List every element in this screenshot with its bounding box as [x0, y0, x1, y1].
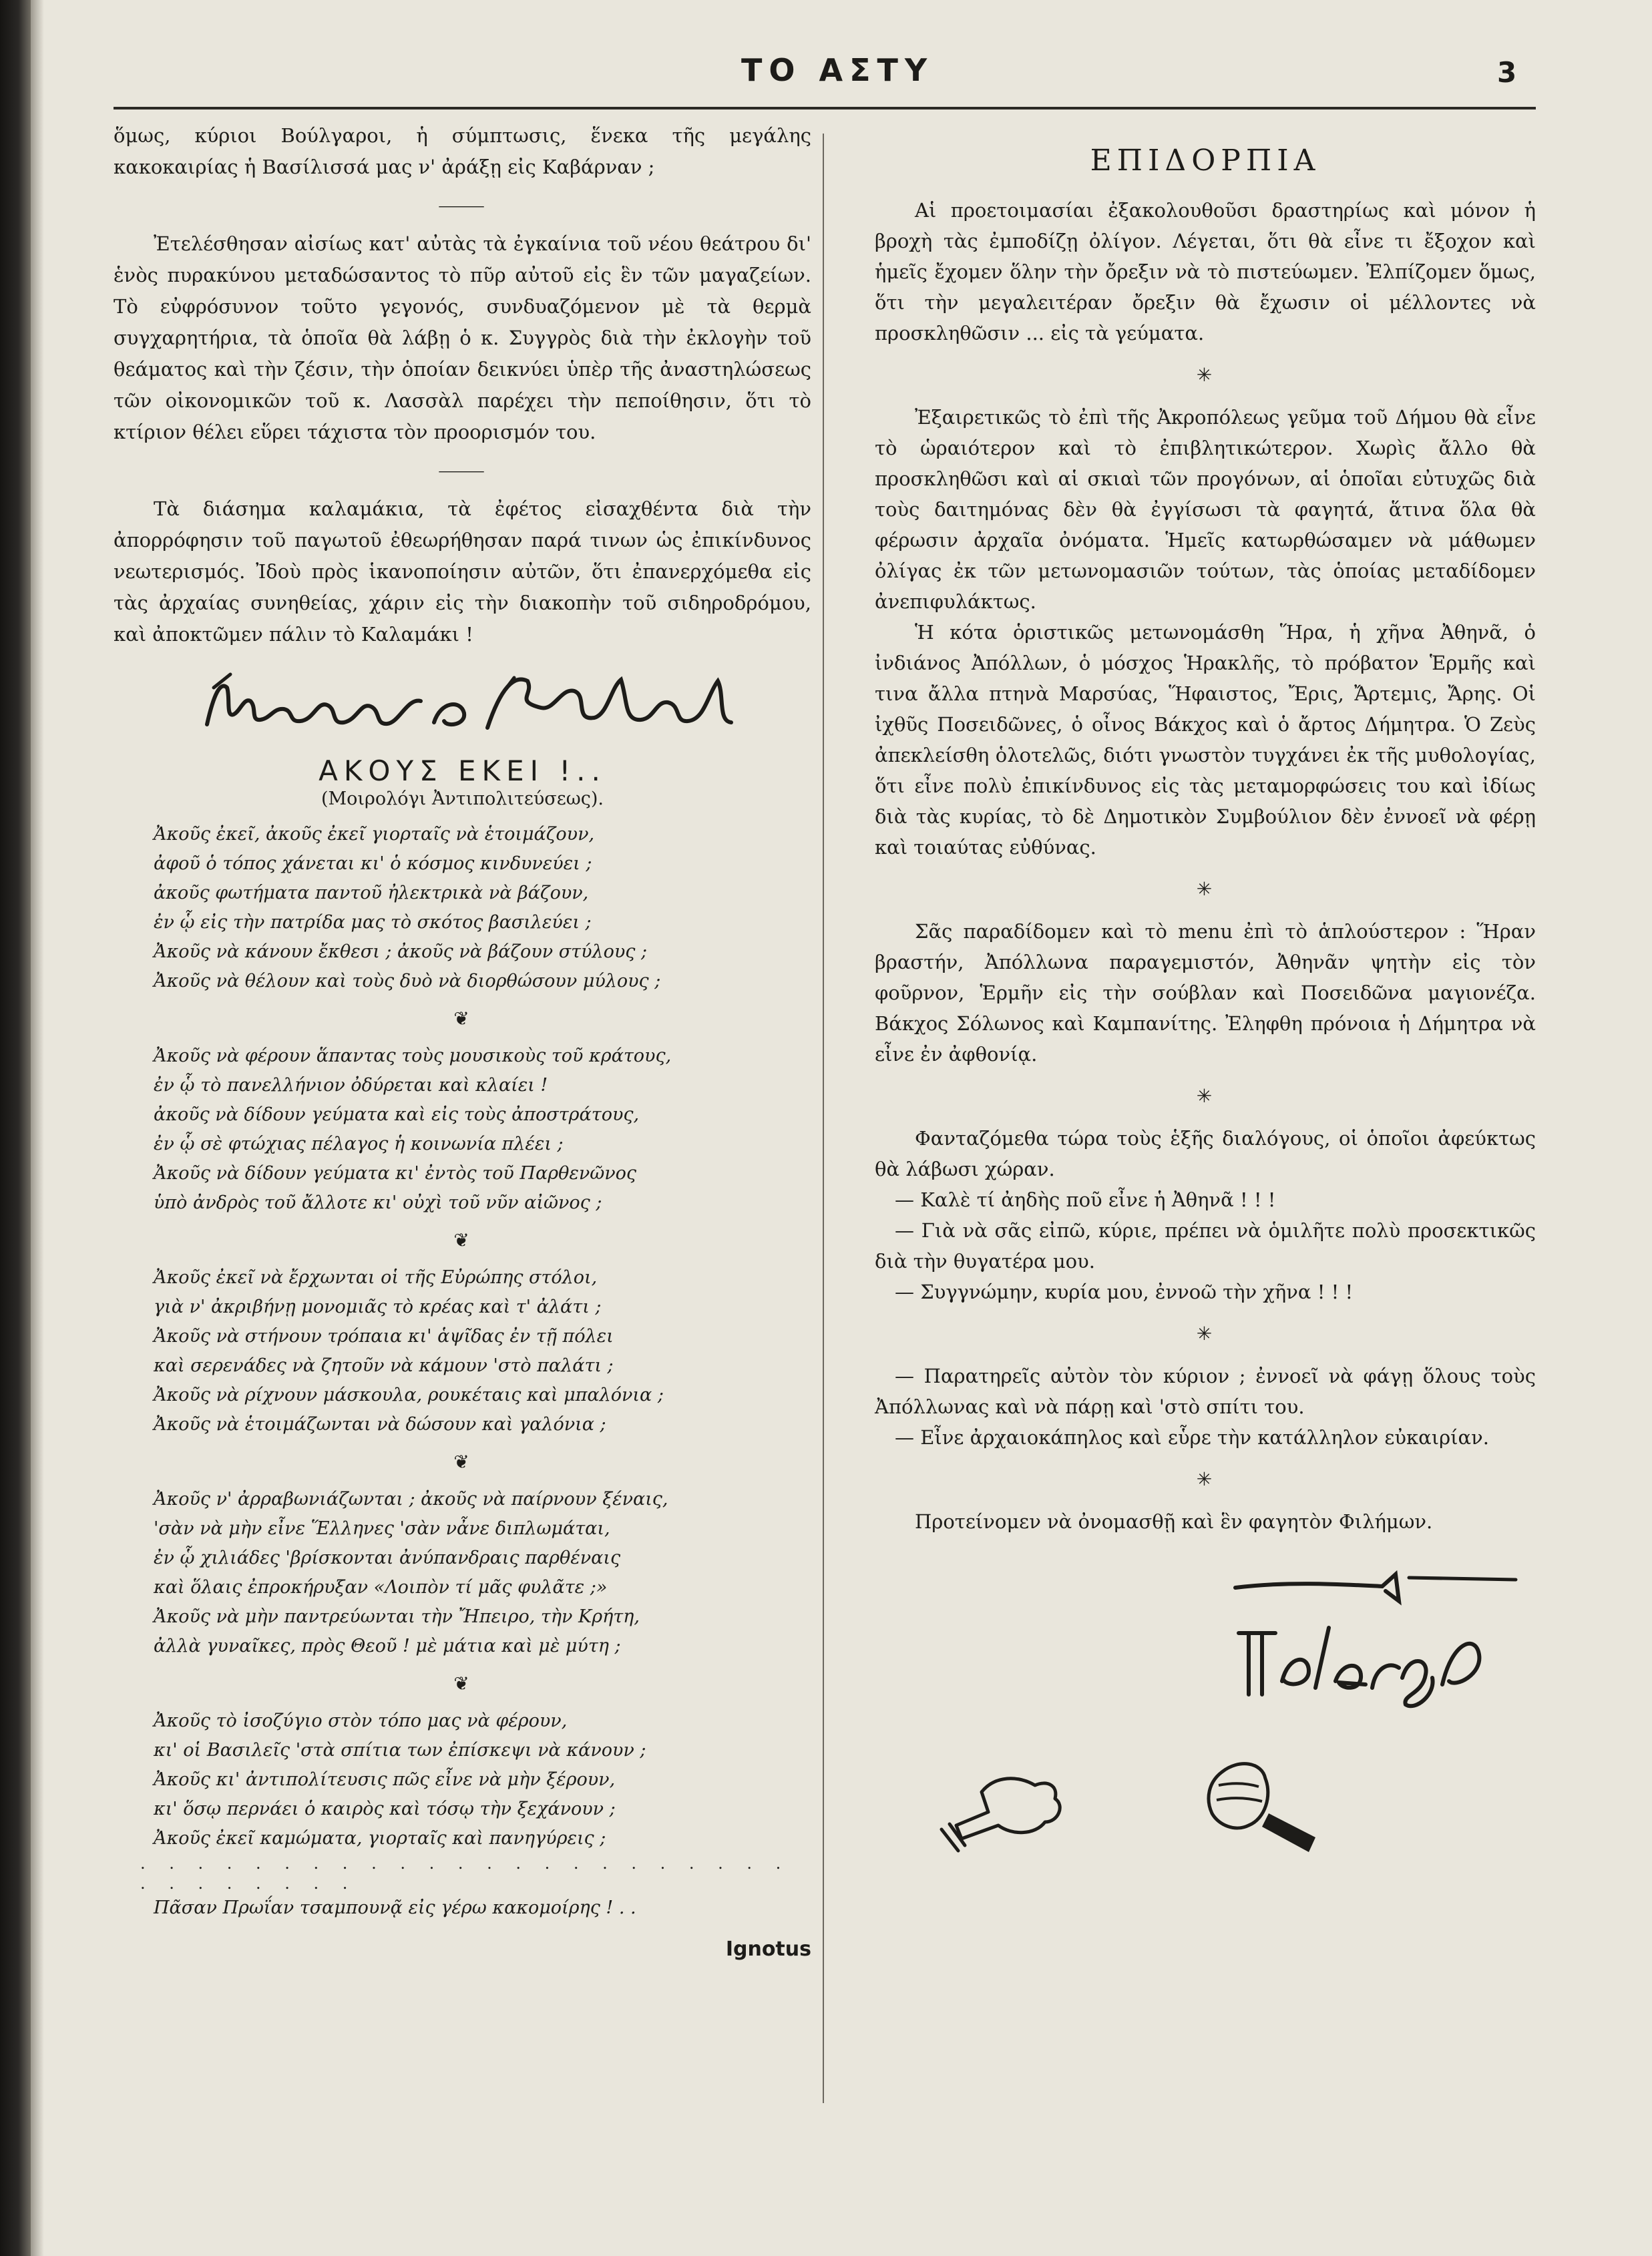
right-paragraph-5: Φανταζόμεθα τώρα τοὺς ἑξῆς διαλόγους, οἱ ὁποῖοι ἀφεύκτως θὰ λάβωσι χώραν. [875, 1127, 1536, 1180]
verse-line: ἀλλὰ γυναῖκες, πρὸς Θεοῦ ! μὲ μάτια καὶ μὲ μύτη ; [154, 1636, 621, 1656]
verse-line: γιὰ ν' ἀκριβήνῃ μονομιᾶς τὸ κρέας καὶ τ' ἀλάτι ; [154, 1297, 602, 1317]
page-number: 3 [1497, 56, 1517, 89]
poem-stanza-1 [154, 820, 811, 996]
right-paragraph-6: Προτείνομεν νὰ ὀνομασθῇ καὶ ἓν φαγητὸν Φιλήμων. [915, 1510, 1433, 1533]
verse-line: Ἀκοῦς ἐκεῖ, ἀκοῦς ἐκεῖ γιορταῖς νὰ ἑτοιμάζουν, [154, 824, 595, 845]
left-paragraph-1: ὅμως, κύριοι Βούλγαροι, ἡ σύμπτωσις, ἕνεκα τῆς μεγάλης κακοκαιρίας ἡ Βασίλισσά μας ν' ἀράξῃ εἰς Καβάρναν ; [114, 124, 811, 178]
verse-line: Ἀκοῦς ἐκεῖ καμώματα, γιορταῖς καὶ πανηγύρεις ; [154, 1828, 606, 1849]
verse-line: ἐν ᾧ εἰς τὴν πατρίδα μας τὸ σκότος βασιλεύει ; [154, 912, 592, 933]
ornament-divider: ⸻ [438, 194, 487, 216]
header-divider [114, 107, 1536, 109]
section-title: ΕΠΙΔΟΡΠΙΑ [1090, 144, 1321, 178]
author-signature: Ignotus [725, 1938, 811, 1961]
verse-line: Ἀκοῦς νὰ στήνουν τρόπαια κι' ἁψῖδας ἐν τῇ πόλει [154, 1326, 614, 1347]
ornament-divider: ⸻ [438, 459, 487, 481]
verse-line: ἐν ᾧ τὸ πανελλήνιον ὀδύρεται καὶ κλαίει ! [154, 1075, 548, 1096]
verse-line: ὑπὸ ἀνδρὸς τοῦ ἄλλοτε κι' οὐχὶ τοῦ νῦν αἰῶνος ; [154, 1192, 602, 1213]
poem-stanza-2 [154, 1042, 811, 1218]
ornament-divider: ❦ [453, 1451, 471, 1473]
dialogue-line: — Γιὰ νὰ σᾶς εἰπῶ, κύριε, πρέπει νὰ ὁμιλῆτε πολὺ προσεκτικῶς διὰ τὴν θυγατέρα μου. [875, 1219, 1536, 1273]
dialogue-line: — Καλὲ τί ἀηδὴς ποῦ εἶνε ἡ Ἀθηνᾶ ! ! ! [895, 1188, 1276, 1211]
verse-line: Ἀκοῦς νὰ θέλουν καὶ τοὺς δυὸ νὰ διορθώσουν μύλους ; [154, 971, 661, 991]
right-paragraph-1: Αἱ προετοιμασίαι ἐξακολουθοῦσι δραστηρίως καὶ μόνον ἡ βροχὴ τὰς ἐμποδίζῃ ὀλίγον. Λέγεται, ὅτι θὰ εἶνε τι ἔξοχον καὶ ἡμεῖς ἔχομεν ὅλην τὴν ὄρεξιν νὰ τὸ πιστεύωμεν. Ἐλπίζομεν ὅμως, ὅτι τὴν μεγαλειτέραν ὄρεξιν θὰ ἔχωσιν οἱ μέλλοντες νὰ προσκληθῶσιν ... εἰς τὰ γεύματα. [875, 199, 1536, 345]
verse-line: ἀφοῦ ὁ τόπος χάνεται κι' ὁ κόσμος κινδυνεύει ; [154, 853, 592, 874]
verse-line: Ἀκοῦς νὰ ἑτοιμάζωνται νὰ δώσουν καὶ γαλόνια ; [154, 1414, 606, 1435]
page-edge-shadow [31, 0, 44, 2256]
asterism-divider: ✳ [1196, 1468, 1215, 1490]
handwritten-signature-herodes [114, 661, 808, 748]
right-column [875, 130, 1536, 1859]
verse-line: Ἀκοῦς τὸ ἰσοζύγιο στὸν τόπο μας νὰ φέρουν, [154, 1711, 568, 1731]
verse-line: Ἀκοῦς κι' ἀντιπολίτευσις πῶς εἶνε νὰ μὴν ξέρουν, [154, 1769, 616, 1790]
dialogue-line: — Παρατηρεῖς αὐτὸν τὸν κύριον ; ἐννοεῖ νὰ φάγῃ ὅλους τοὺς Ἀπόλλωνας καὶ νὰ πάρῃ καὶ 'στὸ σπίτι του. [875, 1365, 1536, 1418]
verse-line: Ἀκοῦς νὰ φέρουν ἅπαντας τοὺς μουσικοὺς τοῦ κράτους, [154, 1046, 672, 1066]
verse-line: Πᾶσαν Πρωΐαν τσαμπουνᾷ εἰς γέρω κακομοίρης ! . . [154, 1897, 636, 1918]
verse-line: ἐν ᾧ σὲ φτώχιας πέλαγος ἡ κοινωνία πλέει ; [154, 1134, 564, 1154]
dialogue-line: — Εἶνε ἀρχαιοκάπηλος καὶ εὗρε τὴν κατάλληλον εὐκαιρίαν. [895, 1426, 1489, 1449]
asterism-divider: ✳ [1196, 1323, 1215, 1345]
verse-line: καὶ σερενάδες νὰ ζητοῦν νὰ κάμουν 'στὸ παλάτι ; [154, 1355, 614, 1376]
asterism-divider: ✳ [1196, 1085, 1215, 1107]
poem-stanza-4 [154, 1485, 811, 1661]
left-column [114, 120, 811, 1961]
left-paragraph-2: Ἐτελέσθησαν αἰσίως κατ' αὐτὰς τὰ ἐγκαίνια τοῦ νέου θεάτρου δι' ἑνὸς πυρακύνου μεταδώσαντος τὸ πῦρ αὐτοῦ εἰς ἓν τῶν μαγαζείων. Τὸ εὐφρόσυνον τοῦτο γεγονός, συνδυαζόμενον μὲ τὰ θερμὰ συγχαρητήρια, τὰ ὁποῖα θὰ λάβῃ ὁ κ. Συγγρὸς διὰ τὴν ἐκλογὴν τοῦ θεάματος καὶ τὴν ζέσιν, τὴν ὁποίαν δεικνύει ὑπὲρ τῆς ἀναστηλώσεως τῶν οἰκονομικῶν τοῦ κ. Λασσὰλ παρέχει τὴν πεποίθησιν, ὅτι τὸ κτίριον θέλει εὕρει τάχιστα τὸν προορισμόν του. [114, 232, 811, 443]
verse-line: κι' ὅσῳ περνάει ὁ καιρὸς καὶ τόσῳ τὴν ξεχάνουν ; [154, 1799, 616, 1819]
page-header-title: ΤΟ ΑΣΤΥ [741, 52, 934, 88]
verse-line: καὶ ὅλαις ἐπροκήρυξαν «Λοιπὸν τί μᾶς φυλᾶτε ;» [154, 1577, 608, 1598]
asterism-divider: ✳ [1196, 878, 1215, 900]
verse-line: Ἀκοῦς ἐκεῖ νὰ ἔρχωνται οἱ τῆς Εὐρώπης στόλοι, [154, 1267, 598, 1288]
left-paragraph-3: Τὰ διάσημα καλαμάκια, τὰ ἐφέτος εἰσαχθέντα διὰ τὴν ἀπορρόφησιν τοῦ παγωτοῦ ἐθεωρήθησαν παρά τινων ὡς ἐπικίνδυνος νεωτερισμός. Ἰδοὺ πρὸς ἱκανοποίησιν αὐτῶν, ὅτι ἐπανερχόμεθα εἰς τὰς ἀρχαίας συνηθείας, χάριν εἰς τὴν διακοπὴν τοῦ σιδηροδρόμου, καὶ ἀποκτῶμεν πάλιν τὸ Καλαμάκι ! [114, 497, 811, 646]
verse-line: ἀκοῦς νὰ δίδουν γεύματα καὶ εἰς τοὺς ἀποστράτους, [154, 1104, 640, 1125]
poem-title: ΑΚΟΥΣ ΕΚΕΙ !.. [319, 754, 606, 787]
verse-line: Ἀκοῦς νὰ μὴν παντρεύωνται τὴν Ἤπειρο, τὴν Κρήτη, [154, 1606, 640, 1627]
poem-stanza-5 [154, 1707, 811, 1853]
poem-stanza-3 [154, 1263, 811, 1439]
ornament-divider: ❦ [453, 1229, 471, 1251]
column-divider [823, 134, 824, 2103]
ornament-divider: ❦ [453, 1672, 471, 1695]
handwritten-signature-pelargos [875, 1561, 1536, 1715]
ellipsis-line: . . . . . . . . . . . . . . . . . . . . . . . . . . . . . . . [140, 1854, 791, 1893]
verse-line: Ἀκοῦς νὰ δίδουν γεύματα κι' ἐντὸς τοῦ Παρθενῶνος [154, 1163, 637, 1184]
right-paragraph-2: Ἐξαιρετικῶς τὸ ἐπὶ τῆς Ἀκροπόλεως γεῦμα τοῦ Δήμου θὰ εἶνε τὸ ὡραιότερον καὶ τὸ ἐπιβλητικώτερον. Χωρὶς ἄλλο θὰ προσκληθῶσι καὶ αἱ σκιαὶ τῶν προγόνων, αἱ ὁποῖαι εὐτυχῶς διὰ τοὺς δαιτημόνας δὲν θὰ ἐγγίσωσι τὰ φαγητά, ἅτινα ὅλα θὰ φέρωσιν ἀρχαῖα ὀνόματα. Ἡμεῖς κατωρθώσαμεν νὰ μάθωμεν ὀλίγας ἐκ τῶν μετωνομασιῶν τούτων, τὰς ὁποίας μεταδίδομεν ἀνεπιφυλάκτως. [875, 406, 1536, 613]
verse-line: κι' οἱ Βασιλεῖς 'στὰ σπίτια των ἐπίσκεψι νὰ κάνουν ; [154, 1740, 646, 1761]
ornament-divider: ❦ [453, 1007, 471, 1030]
right-paragraph-3: Ἡ κότα ὁριστικῶς μετωνομάσθη Ἥρα, ἡ χῆνα Ἀθηνᾶ, ὁ ἰνδιάνος Ἀπόλλων, ὁ μόσχος Ἡρακλῆς, τὸ πρόβατον Ἑρμῆς καὶ τινα ἄλλα πτηνὰ Μαρσύας, Ἥφαιστος, Ἔρις, Ἄρτεμις, Ἄρης. Οἱ ἰχθῦς Ποσειδῶνες, ὁ οἶνος Βάκχος καὶ ὁ ἄρτος Δήμητρα. Ὁ Ζεὺς ἀπεκλείσθη ὁλοτελῶς, διότι γνωστὸν τυγχάνει ἐκ τῆς μυθολογίας, ὅτι εἶνε πολὺ ἐπικίνδυνος εἰς τὰς μεταμορφώσεις του καὶ ἰδίως διὰ τὰς κυρίας, τὸ δὲ Δημοτικὸν Συμβούλιον δὲν ἐννοεῖ νὰ φέρῃ καὶ τοιαύτας εὐθύνας. [875, 621, 1536, 859]
poem-subtitle: (Μοιρολόγι Ἀντιπολιτεύσεως). [321, 788, 604, 809]
page-binding-shadow [0, 0, 31, 2256]
verse-line: Ἀκοῦς νὰ κάνουν ἔκθεσι ; ἀκοῦς νὰ βάζουν στύλους ; [154, 941, 648, 962]
asterism-divider: ✳ [1196, 364, 1215, 386]
right-paragraph-menu: Σᾶς παραδίδομεν καὶ τὸ menu ἐπὶ τὸ ἁπλούστερον : Ἥραν βραστήν, Ἀπόλλωνα παραγεμιστόν, Ἀθηνᾶν ψητὴν εἰς τὸν φοῦρνον, Ἑρμῆν εἰς τὴν σούβλαν καὶ Ποσειδῶνα μαγιονέζα. Βάκχος Σόλωνος καὶ Καμπανίτης. Ἐληφθη πρόνοια ἡ Δήμητρα νὰ εἶνε ἐν ἀφθονίᾳ. [875, 920, 1536, 1066]
dialogue-line: — Συγγνώμην, κυρία μου, ἐννοῶ τὴν χῆνα ! ! ! [895, 1281, 1354, 1303]
verse-line: 'σὰν νὰ μὴν εἶνε Ἕλληνες 'σὰν νἆνε διπλωμάται, [154, 1518, 610, 1539]
verse-line: Ἀκοῦς ν' ἀρραβωνιάζωνται ; ἀκοῦς νὰ παίρνουν ξέναις, [154, 1489, 668, 1510]
poem-final-line [154, 1893, 811, 1923]
verse-line: ἀκοῦς φωτήματα παντοῦ ἠλεκτρικὰ νὰ βάζουν, [154, 883, 589, 903]
verse-line: Ἀκοῦς νὰ ρίχνουν μάσκουλα, ρουκέταις καὶ μπαλόνια ; [154, 1385, 664, 1405]
hands-illustration [875, 1739, 1536, 1859]
verse-line: ἐν ᾧ χιλιάδες 'βρίσκονται ἀνύπανδραις παρθέναις [154, 1548, 621, 1568]
